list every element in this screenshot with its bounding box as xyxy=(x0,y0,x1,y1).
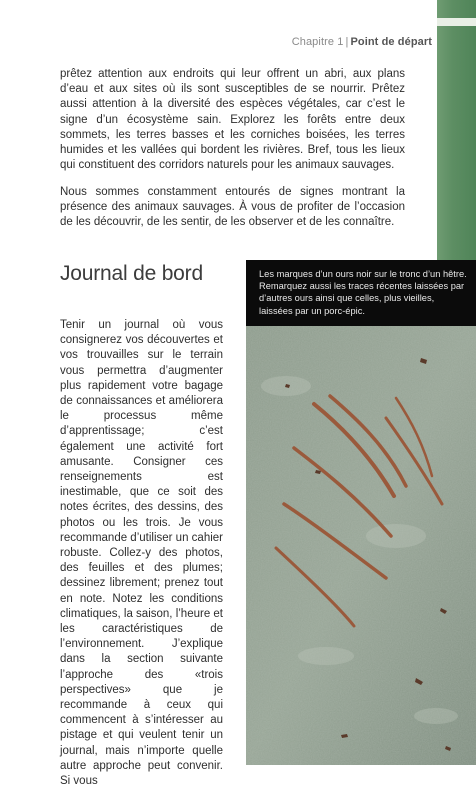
chapter-label: Chapitre 1 xyxy=(291,36,344,48)
chapter-tab-highlight xyxy=(437,18,476,26)
paragraph-1: prêtez attention aux endroits qui leur offrent un abri, aux plans d’eau et aux sites où ils sont susceptibles de se nourrir. Prêtez aussi attention à la diversité des espèces végétales, car c’est le signe d’un écosystème sain. Explorez les forêts entre deux sommets, les terres basses et les corniches boisées, les terres humides et les vallées qui bordent les rivières. Bref, tous les lieux qui constituent des corridors naturels pour les animaux sauvages. xyxy=(60,68,405,172)
running-header xyxy=(200,36,432,48)
photo-caption: Les marques d’un ours noir sur le tronc d’un hêtre. Remarquez aussi les traces récentes laissées par d’autres ours ainsi que celles, plus vieilles, laissées par un porc-épic. xyxy=(259,269,467,316)
photo-caption-box xyxy=(246,260,476,326)
journal-paragraph: Tenir un journal où vous consignerez vos découvertes et vos trouvailles sur le terrain vous permettra d’augmenter plus rapidement votre bagage de connaissances et améliorera le processus même d’apprentissage; c’est également une activité fort amusante. Consigner ces renseignements est inestimable, que ce soit des notes écrites, des dessins, des photos ou les trois. Je vous recommande d’utiliser un cahier robuste. Collez-y des photos, des feuilles et des plumes; dessinez librement; prenez tout en note. Notez les conditions climatiques, la saison, l’heure et les caractéristiques de l’environnement. J’explique dans la section suivante l’approche des «trois perspectives» que je recommande à ceux qui commencent à s’intéresser au pistage et qui veulent tenir un journal, mais n’importe quelle autre approche peut convenir. Si vous xyxy=(60,319,223,788)
bark-texture xyxy=(246,326,476,765)
section-label: Point de départ xyxy=(350,36,432,48)
paragraph-2: Nous sommes constamment entourés de signes montrant la présence des animaux sauvages. À vous de profiter de l’occasion de les découvrir, de les sentir, de les observer et de les connaître. xyxy=(60,186,405,229)
bark-photo xyxy=(246,260,476,765)
section-title: Journal de bord xyxy=(60,262,203,285)
header-separator: | xyxy=(345,36,349,48)
